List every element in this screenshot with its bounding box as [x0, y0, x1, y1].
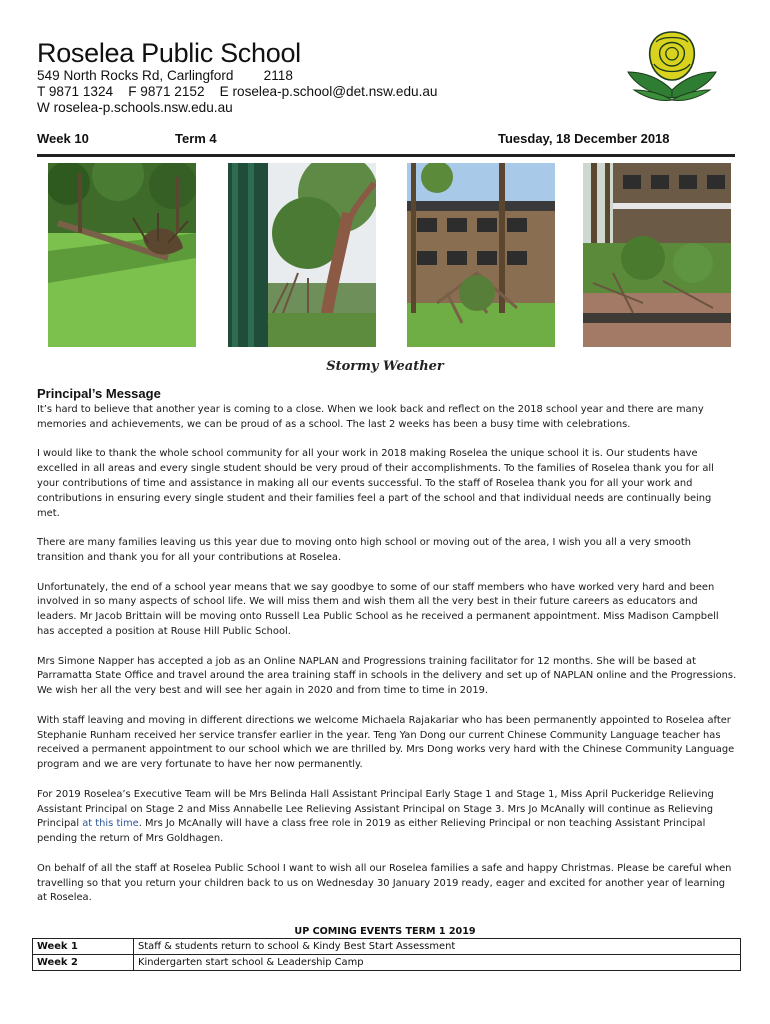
photo-broken-tree-trunk — [228, 163, 376, 347]
event-description: Kindergarten start school & Leadership Camp — [134, 955, 741, 971]
upcoming-events-title: UP COMING EVENTS TERM 1 2019 — [294, 926, 476, 937]
event-description: Staff & students return to school & Kindy Best Start Assessment — [134, 939, 741, 955]
table-row — [33, 955, 741, 971]
rose-logo-icon — [626, 28, 718, 104]
event-week: Week 1 — [33, 939, 134, 955]
school-website: W roselea-p.schools.nsw.edu.au — [37, 100, 233, 115]
message-paragraph: With staff leaving and moving in different directions we welcome Michaela Rajakariar who has been permanently appointed to Roselea after Stephanie Runham received her service transfer earlier in the year. Teng Yan Dong our current Chinese Community Language teacher has received a permanent appointment to our school which we are thrilled by. Mrs Dong works very hard with the Chinese Community Language program and we are very fortunate to have her now permanently. — [37, 714, 735, 771]
issue-week: Week 10 — [37, 131, 89, 146]
photo-fallen-tree-field — [48, 163, 196, 347]
issue-date: Tuesday, 18 December 2018 — [498, 131, 670, 146]
closing-paragraph: On behalf of all the staff at Roselea Public School I want to wish all our Roselea families a safe and happy Christmas. Please be careful when travelling so that you return your children back to us on Wednesday 30 January 2019 ready, eager and excited for another year of learning at Roselea. — [37, 862, 732, 904]
message-paragraph: Unfortunately, the end of a school year means that we say goodbye to some of our staff members who have worked very hard and been involved in so many aspects of school life. We will miss them and wish them all the very best in their future careers as educators and leaders. Mr Jacob Brittain will be moving onto Russell Lea Public School as he received a permanent appointment. Miss Madison Campbell has accepted a position at Rouse Hill Public School. — [37, 581, 719, 637]
message-paragraph: It’s hard to believe that another year is coming to a close. When we look back and reflect on the 2018 school year and there are many memories and achievements, we can be proud of as a school. The last 2 weeks has been a busy time with celebrations. — [37, 404, 704, 430]
executive-team-paragraph — [37, 788, 737, 847]
table-row — [33, 939, 741, 955]
issue-term: Term 4 — [175, 131, 217, 146]
header-divider — [37, 154, 735, 157]
at-this-time-link[interactable]: at this time — [82, 818, 139, 830]
message-paragraph: There are many families leaving us this year due to moving onto high school or moving out of the area, I wish you all a very smooth transition and thank you for all your contributions at Roselea. — [37, 537, 691, 563]
principal-message-body — [37, 403, 737, 921]
principal-message-heading: Principal’s Message — [37, 386, 161, 401]
photo-branches-near-building — [407, 163, 555, 347]
photo-garden-debris — [583, 163, 731, 347]
upcoming-events-table — [32, 938, 741, 971]
message-paragraph: I would like to thank the whole school community for all your work in 2018 making Roselea the unique school it is. Our students have excelled in all areas and every single student should be very proud of their accomplishments. To the families of Roselea thank you for all your contributions of time and assistance in making all our events successful. To the staff of Roselea thank you for all your work and contributions in ensuring every single student and their families feel a part of the school and that individual needs are continually being met. — [37, 448, 714, 519]
school-name: Roselea Public School — [37, 38, 301, 68]
school-contact: T 9871 1324 F 9871 2152 E roselea-p.school@det.nsw.edu.au — [37, 84, 438, 99]
event-week: Week 2 — [33, 955, 134, 971]
photo-caption: Stormy Weather — [326, 359, 444, 374]
school-address: 549 North Rocks Rd, Carlingford 2118 — [37, 68, 293, 83]
executive-text-end: . Mrs Jo McAnally will have a class free role in 2019 as either Relieving Principal or non teaching Assistant Principal pending the return of Mrs Goldhagen. — [37, 818, 706, 845]
executive-text-start: For 2019 Roselea’s Executive Team will be Mrs Belinda Hall Assistant Principal Early Stage 1 and Stage 1, Miss April Puckeridge Relieving Assistant Principal on Stage 2 and Miss Annabelle Lee Relieving Assistant Principal on Stage 3. Mrs Jo McAnally will continue as Relieving Principal — [37, 788, 714, 830]
message-paragraph: Mrs Simone Napper has accepted a job as an Online NAPLAN and Progressions training facilitator for 12 months. She will be based at Parramatta State Office and travel around the area training staff in schools in the delivery and set up of NAPLAN online and the Progressions. We wish her all the very best and will see her again in 2020 and from time to time in 2019. — [37, 655, 737, 697]
